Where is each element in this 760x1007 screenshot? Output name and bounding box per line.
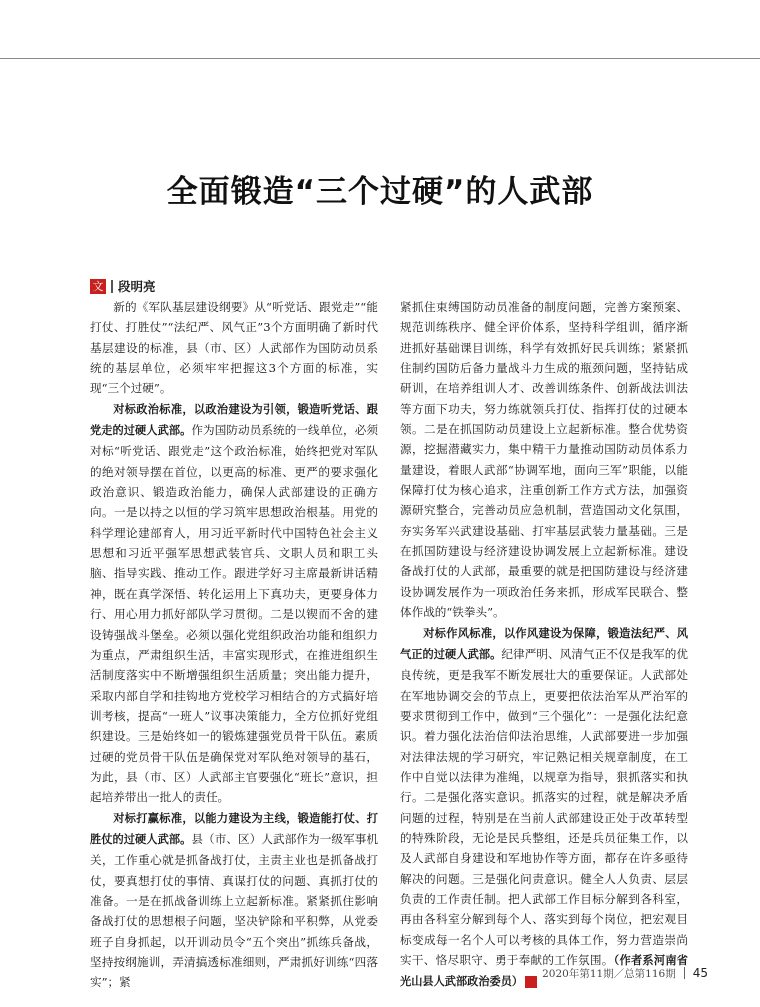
article-title: 全面锻造“三个过硬”的人武部	[166, 174, 594, 210]
author-name: 段明亮	[118, 279, 156, 294]
footer-divider	[684, 967, 685, 979]
paragraph	[400, 623, 688, 993]
author-note: （作者系河南省光山县人武部政治委员）	[400, 954, 688, 989]
paragraph-text: 县（市、区）人武部作为一级军事机关，工作重心就是抓备战打仗，主责主业也是抓备战打仗，要真想打仗的事情、真谋打仗的问题、真抓打仗的准备。一是在抓战备训练上立起新标准。紧紧抓住影响备战打仗的思想根子问题，坚决铲除和平积弊，从党委班子自身抓起，以开训动员令“五个突出”抓练兵备战，坚持按纲施训，弄清搞透标准细则，严肃抓好训练“四落实”；紧	[90, 831, 378, 990]
page-number: 45	[692, 966, 708, 980]
issue-info: 2020年第11期／总第116期	[542, 967, 676, 980]
byline-divider	[111, 280, 113, 293]
paragraph	[90, 808, 378, 993]
section-lead: 对标打赢标准，以能力建设为主线，锻造能打仗、打胜仗的过硬人武部。	[90, 811, 378, 846]
paragraph	[90, 297, 378, 399]
paragraph	[90, 399, 378, 808]
section-lead: 对标作风标准，以作风建设为保障，锻造法纪严、风气正的过硬人武部。	[400, 626, 688, 661]
paragraph-text: 新的《军队基层建设纲要》从“听党话、跟党走”“能打仗、打胜仗”“法纪严、风气正”3个方面明确了新时代基层建设的标准，县（市、区）人武部作为国防动员系统的基层单位，必须牢牢把握这3个方面的标准，实现“三个过硬”。	[90, 300, 378, 396]
left-column	[90, 297, 378, 990]
paragraph-text: 紧抓住束缚国防动员准备的制度问题，完善方案预案、规范训练秩序、健全评价体系，坚持科学组训，循序渐进抓好基础课目训练，科学有效抓好民兵训练；紧紧抓住制约国防后备力量战斗力生成的瓶颈问题，坚持钻成研训，在培养组训人才、改善训练条件、创新战法训法等方面下功夫，努力练就领兵打仗、指挥打仗的过硬本领。二是在抓国防动员建设上立起新标准。整合优势资源，挖掘潜藏实力，集中精干力量推动国防动员体系力量建设，着眼人武部“协调军地，面向三军”职能，以能保障打仗为核心追求，注重创新工作方式方法，加强资源研究整合，完善动员应急机制，营造国动文化氛围，夯实务军兴武建设基础、打牢基层武装力量基础。三是在抓国防建设与经济建设协调发展上立起新标准。建设备战打仗的人武部，最重要的就是把国防建设与经济建设协调发展作为一项政治任务来抓，形成军民联合、整体作战的“铁拳头”。	[400, 300, 688, 620]
paragraph	[400, 297, 688, 623]
header-rule	[0, 58, 760, 59]
page-footer	[542, 964, 708, 982]
byline	[90, 276, 156, 296]
section-lead: 对标政治标准，以政治建设为引领，锻造听党话、跟党走的过硬人武部。	[90, 402, 378, 438]
paragraph-text: 纪律严明、风清气正不仅是我军的优良传统，更是我军不断发展壮大的重要保证。人武部处在军地协调交会的节点上，更要把依法治军从严治军的要求贯彻到工作中，做到“三个强化”：一是强化法纪意识。着力强化法治信仰法治思维，人武部要进一步加强对法律法规的学习研究，牢记熟记相关规章制度，在工作中自觉以法律为准绳，以规章为指导，狠抓落实和执行。二是强化落实意识。抓落实的过程，就是解决矛盾问题的过程，特别是在当前人武部建设正处于改革转型的特殊阶段，无论是民兵整组，还是兵员征集工作，以及人武部自身建设和军地协作等方面，都存在许多亟待解决的问题。三是强化问责意识。健全人人负责、层层负责的工作责任制。把人武部工作目标分解到各科室，再由各科室分解到每个人、落实到每个岗位，把宏观目标变成每一名个人可以考核的具体工作，努力营造崇尚实干、恪尽职守、勇于奉献的工作氛围。	[400, 646, 688, 967]
paragraph-text: 作为国防动员系统的一线单位，必须对标“听党话、跟党走”这个政治标准，始终把党对军队的绝对领导摆在首位，以更高的标准、更严的要求强化政治意识、锻造政治能力，确保人武部建设的正确方向。一是以持之以恒的学习筑牢思想政治根基。用党的科学理论建部育人，用习近平新时代中国特色社会主义思想和习近平强军思想武装官兵、文职人员和职工头脑、指导实践、推动工作。跟进学好习主席最新讲话精神，既在真学深悟、转化运用上下真功夫，更要身体力行、用心用力抓好部队学习贯彻。二是以锲而不舍的建设铸强战斗堡垒。必须以强化党组织政治功能和组织力为重点，严肃组织生活，丰富实现形式，在推进组织生活制度落实中不断增强组织生活质量；突出能力提升，采取内部自学和挂钩地方党校学习相结合的方式搞好培训考核，提高“一班人”议事决策能力，全方位抓好党组织建设。三是始终如一的锻炼建强党员骨干队伍。素质过硬的党员骨干队伍是确保党对军队绝对领导的基石，为此，县（市、区）人武部主官要强化“班长”意识，担起培养带出一批人的责任。	[90, 423, 378, 805]
end-mark-icon: G	[525, 976, 537, 988]
byline-badge: 文	[90, 279, 106, 294]
